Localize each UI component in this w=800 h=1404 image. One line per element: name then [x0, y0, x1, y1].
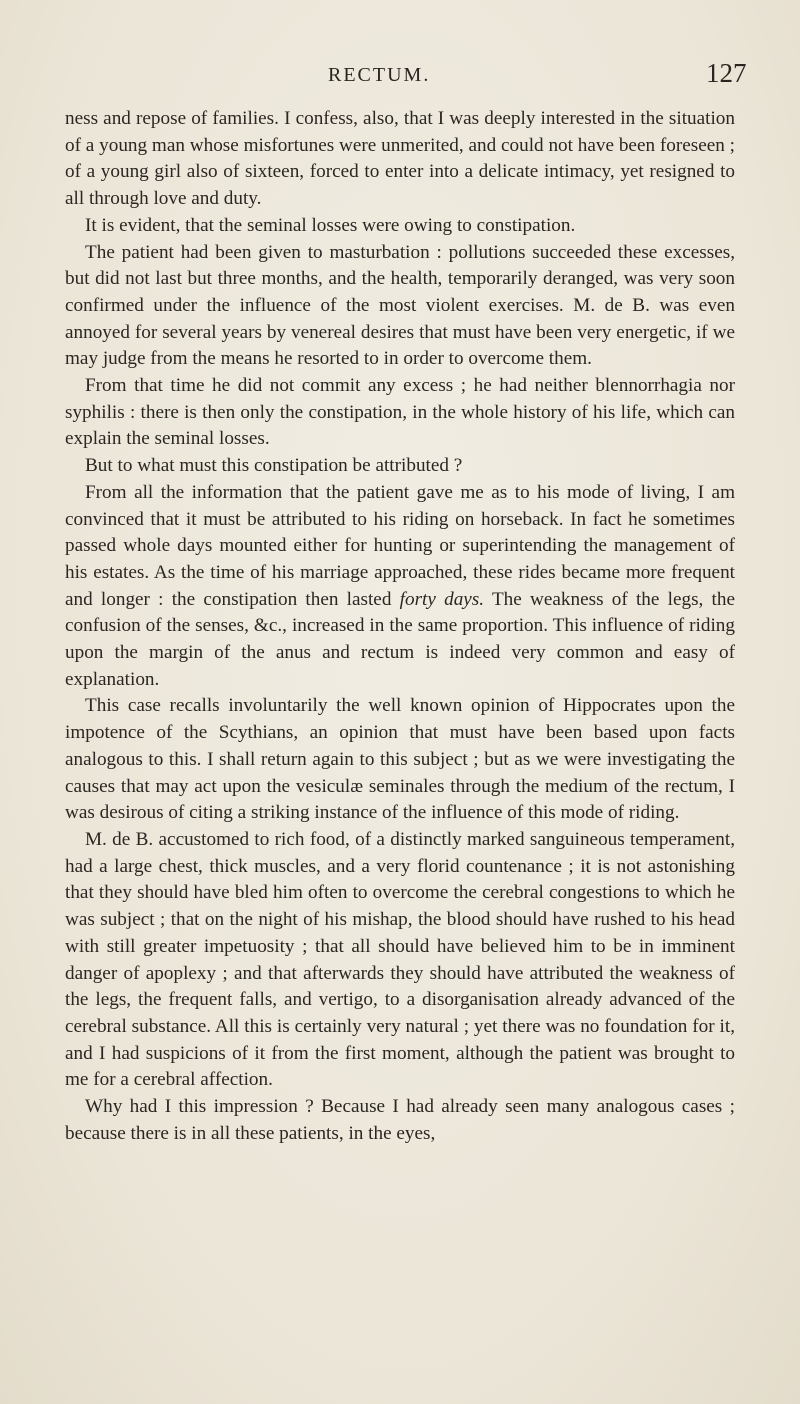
paragraph — [65, 480, 735, 694]
paragraph-text: The patient had been given to masturbation : pollutions succeeded these excesses, but did not last but three months, and the health, temporarily deranged, was very soon confirmed under the influence of the most violent exercises. M. de B. was even annoyed for several years by venereal desires that must have been very energetic, if we may judge from the means he resorted to in order to overcome them. — [65, 241, 735, 370]
paragraph-text: M. de B. accustomed to rich food, of a distinctly marked sanguineous temperament, had a large chest, thick muscles, and a very florid countenance ; it is not astonishing that they should have bled him often to overcome the cerebral congestions to which he was subject ; that on the night of his mishap, the blood should have rushed to his head with still greater impetuosity ; that all should have believed him to be in imminent danger of apoplexy ; and that afterwards they should have attributed the weakness of the legs, the frequent falls, and vertigo, to a disorganisation already advanced of the cerebral substance. All this is certainly very natural ; yet there was no foundation for it, and I had suspicions of it from the first moment, although the patient was brought to me for a cerebral affection. — [65, 828, 735, 1091]
paragraph — [65, 827, 735, 1094]
paragraph-text: The weakness of the legs, the confusion of the senses, &c., increased in the same proportion. This influence of riding upon the margin of the anus and rectum is indeed very common and easy of explanation. — [65, 588, 735, 690]
paragraph-text: But to what must this constipation be attributed ? — [85, 455, 463, 477]
paragraph-text: It is evident, that the seminal losses were owing to constipation. — [85, 214, 576, 236]
paragraph-text: This case recalls involuntarily the well known opinion of Hippocrates upon the impotence of the Scythians, an opinion that must have been based upon facts analogous to this. I shall return again to this subject ; but as we were investigating the causes that may act upon the vesiculæ seminales through the medium of the rectum, I was desirous of citing a striking instance of the influence of this mode of riding. — [65, 695, 735, 824]
paragraph-text: From all the information that the patient gave me as to his mode of living, I am convinced that it must be attributed to his riding on horseback. In fact he sometimes passed whole days mounted either for hunting or superintending the management of his estates. As the time of his marriage approached, these rides became more frequent and longer : the constipation then lasted — [65, 481, 735, 610]
paragraph — [65, 106, 735, 213]
paragraph-text: ness and repose of families. I confess, also, that I was deeply interested in the situation of a young man whose misfortunes were unmerited, and could not have been foreseen ; of a young girl also of sixteen, forced to enter into a delicate intimacy, yet resigned to all through love and duty. — [65, 108, 735, 210]
paragraph — [65, 240, 735, 374]
page-number: 127 — [706, 58, 747, 88]
paragraph-text: From that time he did not commit any excess ; he had neither blennorrhagia nor syphilis : there is then only the constipation, in the whole history of his life, which can explain the seminal losses. — [65, 375, 735, 450]
paragraph — [65, 373, 735, 453]
paragraph — [65, 213, 735, 240]
paragraph-text: Why had I this impression ? Because I had already seen many analogous cases ; because there is in all these patients, in the eyes, — [65, 1096, 735, 1144]
running-head — [0, 58, 800, 92]
italic-emphasis: forty days. — [399, 588, 485, 610]
running-title: RECTUM. — [328, 64, 431, 86]
paragraph — [65, 693, 735, 827]
paragraph — [65, 453, 735, 480]
paragraph — [65, 1094, 735, 1147]
body-text — [65, 106, 735, 1147]
